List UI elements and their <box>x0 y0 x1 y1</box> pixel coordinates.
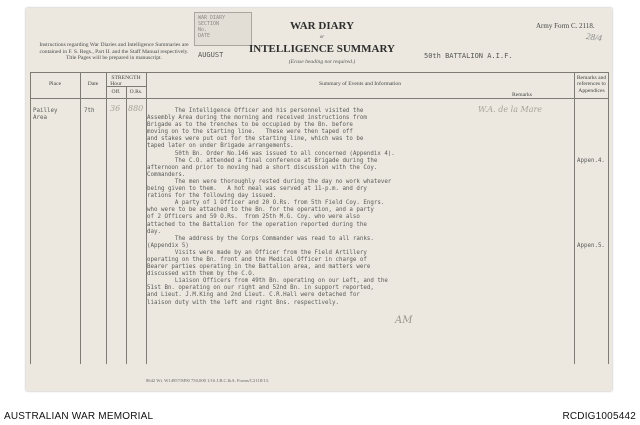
summary-line: liaison duty with the left and right Bns. respectively. <box>147 299 339 306</box>
col-divider <box>30 72 31 364</box>
header-date: Date <box>87 81 99 87</box>
header-place: Place <box>48 81 62 87</box>
summary-line: who were to be attached to the Bn. for the operation, and a party <box>147 207 374 214</box>
header-summary: Summary of Events and Information <box>318 81 402 87</box>
handwritten-signature: W.A. de la Mare <box>478 105 543 114</box>
title-intelligence-summary: INTELLIGENCE SUMMARY <box>249 43 395 55</box>
summary-line: (Appendix 5) <box>147 242 189 249</box>
summary-line: Visits were made by an Officer from the Field Artillery <box>147 249 367 256</box>
printer-imprint: 8642 Wt. W14957/M90 750,000 1/16 J.B.C.&A. Forms/C2118/13. <box>146 378 270 383</box>
summary-line: operating on the Bn. front and the Medical Officer in charge of <box>147 256 367 263</box>
summary-line: of 2 Officers and 59 O.Rs. from 25th M.G. Coy. who were also <box>147 214 360 221</box>
col-divider <box>608 72 609 364</box>
remark-appendix-4: Appen.4. <box>577 158 605 164</box>
entry-place: Pailley Area <box>33 108 58 122</box>
summary-line: The Intelligence Officer and his personnel visited the <box>147 108 364 114</box>
summary-line: moving on to the starting line. These were then taped off <box>147 129 353 136</box>
summary-line: Bearer parties operating in the Battalion area, and matters were <box>147 264 371 271</box>
summary-line: A party of 1 Officer and 20 O.Rs. from 5th Field Coy. Engrs. <box>147 200 385 207</box>
stamp-line: WAR DIARY <box>198 15 226 21</box>
instructions-text: Instructions regarding War Diaries and Intelligence Summaries are contained in F. S. Regs., Part II. and the Staff Manual respectively. Title Pages will be prepared in manuscript. <box>39 42 189 62</box>
summary-line: afternoon and prior to moving had a short discussion with the Coy. <box>147 164 378 171</box>
summary-line: The men were thoroughly rested during the day no work whatever <box>147 178 392 185</box>
caption-institution: AUSTRALIAN WAR MEMORIAL <box>4 411 154 422</box>
header-appendices: Remarks and references to Appendices <box>576 75 607 94</box>
initials-mark: AM <box>395 315 413 326</box>
caption-record-id: RCDIG1005442 <box>562 411 636 422</box>
header-officers: Off. <box>111 89 121 95</box>
table-top-rule <box>30 72 608 73</box>
title-subnote: (Erase heading not required.) <box>288 59 356 65</box>
summary-line: and stakes were put out for the starting line, which was to be <box>147 136 364 143</box>
summary-line: rations for the following day issued. <box>147 193 277 200</box>
army-form-number: Army Form C. 2118. <box>536 22 595 30</box>
handwritten-officers: 36 <box>110 104 121 113</box>
handwritten-other-ranks: 880 <box>128 104 144 113</box>
remark-appendix-5: Appen.5. <box>577 243 605 249</box>
month-field: AUGUST <box>198 51 224 59</box>
summary-line: attached to the Battalion for the operation reported during the <box>147 221 367 228</box>
entry-date: 7th <box>84 108 95 114</box>
summary-line: 50th Bn. Order No.146 was issued to all concerned (Appendix 4). <box>147 150 395 157</box>
summary-line: Commanders. <box>147 171 186 178</box>
summary-line: The C.O. attended a final conference at Brigade during the <box>147 157 378 164</box>
stamp-line: SECTION <box>198 21 220 27</box>
summary-line: taped later on under Brigade arrangements. <box>147 143 294 150</box>
summary-line: The address by the Corps Commander was read to all ranks. <box>147 235 374 242</box>
summary-line: Liaison Officers from 49th Bn. operating on our Left, and the <box>147 278 388 285</box>
header-hour: Hour <box>110 81 122 87</box>
col-divider <box>106 72 107 364</box>
summary-line: and Lieut. J.M.King and 2nd Lieut. C.R.Hall were detached for <box>147 292 360 299</box>
stamp-line: DATE <box>198 33 211 39</box>
title-war-diary: WAR DIARY <box>289 20 355 32</box>
col-divider <box>80 72 81 364</box>
summary-line: being given to them. A hot meal was served at 11-p.m. and dry <box>147 186 367 193</box>
header-strength: STRENGTH <box>111 75 141 81</box>
summary-line: 51st Bn. operating on our right and 52nd Bn. in support reported, <box>147 285 374 292</box>
col-divider <box>574 72 575 364</box>
summary-line: Assembly Area during the morning and received instructions from <box>147 115 367 122</box>
unit-name: 50th BATTALION A.I.F. <box>424 52 513 60</box>
summary-line: Brigade as to the trenches to be occupied by the Bn. before <box>147 122 353 129</box>
header-remarks: Remarks <box>512 92 532 98</box>
summary-line: discussed with them by the C.O. <box>147 271 256 278</box>
header-other-ranks: O.Rs. <box>129 89 143 95</box>
folio-number: 28/4 <box>585 30 603 44</box>
col-divider <box>126 86 127 364</box>
title-or: or <box>319 35 325 40</box>
summary-line: day. <box>147 228 161 235</box>
diary-sheet <box>26 8 612 391</box>
entry-summary <box>147 108 492 307</box>
stamp-line: No. <box>198 27 208 33</box>
